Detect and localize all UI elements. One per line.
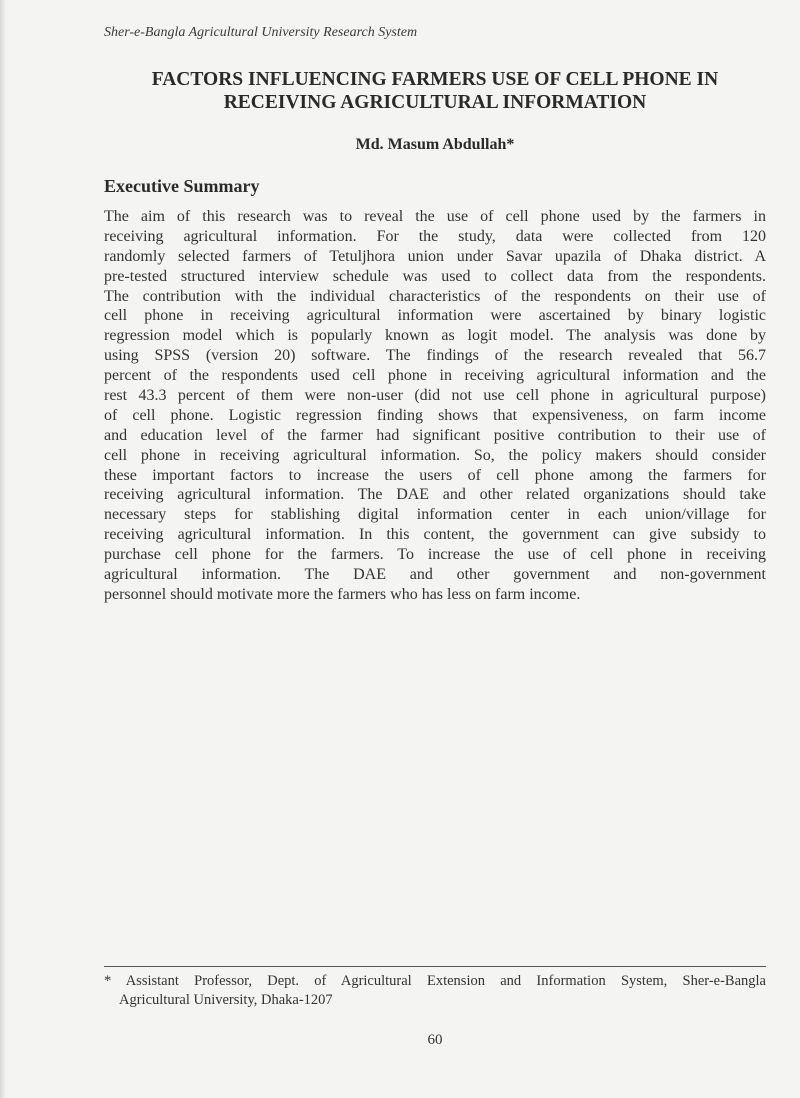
summary-line: using SPSS (version 20) software. The findings of the research revealed that 56.7 [104,347,766,365]
author-name: Md. Masum Abdullah* [355,136,515,153]
footnote-divider [104,966,766,967]
paper-title [104,68,766,114]
summary-line: these important factors to increase the users of cell phone among the farmers for [104,466,766,484]
summary-line: pre-tested structured interview schedule was used to collect data from the respondents. [104,267,766,285]
title-line: FACTORS INFLUENCING FARMERS USE OF CELL PHONE IN [151,69,719,90]
summary-line: The contribution with the individual characteristics of the respondents on their use of [104,287,766,305]
summary-line: randomly selected farmers of Tetuljhora union under Savar upazila of Dhaka district. A [104,247,766,265]
summary-line: regression model which is popularly known as logit model. The analysis was done by [104,327,766,345]
scan-edge-shadow [0,0,6,1098]
summary-line: and education level of the farmer had significant positive contribution to their use of [104,426,766,444]
summary-line: rest 43.3 percent of them were non-user (did not use cell phone in agricultural purpose) [104,387,766,405]
summary-line: cell phone in receiving agricultural information were ascertained by binary logistic [104,307,766,325]
summary-line: receiving agricultural information. In this content, the government can give subsidy to [104,526,766,544]
summary-line: The aim of this research was to reveal the use of cell phone used by the farmers in [104,208,766,225]
title-line: RECEIVING AGRICULTURAL INFORMATION [223,92,647,113]
summary-line: personnel should motivate more the farmers who has less on farm income. [104,585,581,603]
summary-line: percent of the respondents used cell phone in receiving agricultural information and the [104,367,766,385]
footnote-line: * Assistant Professor, Dept. of Agricultural Extension and Information System, Sher-e-Bangla [104,973,766,989]
running-header: Sher-e-Bangla Agricultural University Research System [104,25,418,40]
summary-line: agricultural information. The DAE and other government and non-government [104,566,766,584]
summary-line: receiving agricultural information. The DAE and other related organizations should take [104,486,766,504]
footnote-line: Agricultural University, Dhaka-1207 [119,992,333,1008]
summary-line: purchase cell phone for the farmers. To increase the use of cell phone in receiving [104,546,766,564]
summary-line: cell phone in receiving agricultural information. So, the policy makers should consider [104,446,766,464]
section-heading: Executive Summary [104,176,260,196]
summary-line: receiving agricultural information. For the study, data were collected from 120 [104,227,766,245]
author-footnote [104,972,766,1010]
summary-line: of cell phone. Logistic regression finding shows that expensiveness, on farm income [104,406,766,424]
executive-summary-paragraph [104,207,766,605]
summary-line: necessary steps for stablishing digital information center in each union/village for [104,506,766,524]
page-number: 60 [427,1032,443,1048]
